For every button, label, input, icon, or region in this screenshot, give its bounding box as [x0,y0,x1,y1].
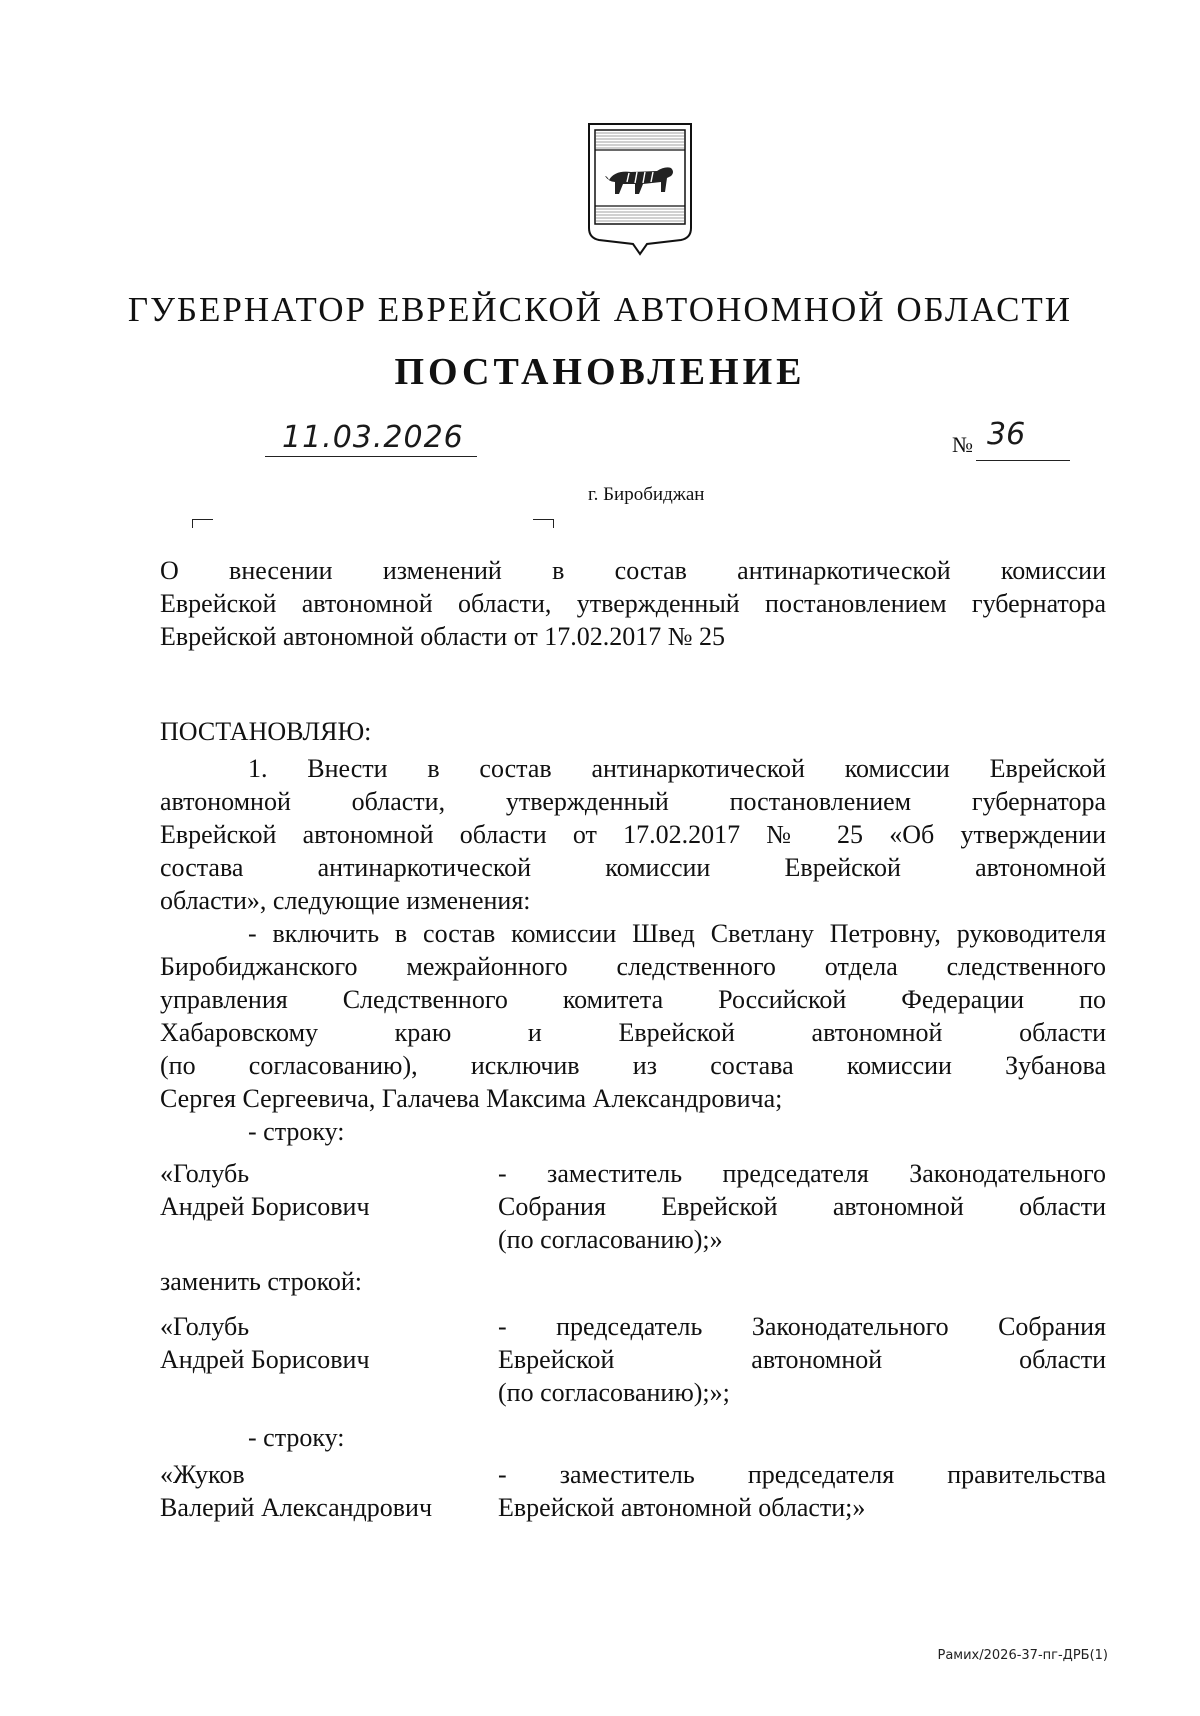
document-subject [160,554,1106,653]
handwritten-number: 36 [987,417,1026,452]
replace-instruction: заменить строкой: [160,1267,363,1296]
body-line: 1. Внести в состав антинаркотической комиссии Еврейской [248,754,1106,783]
member-entry-old [160,1157,1106,1254]
body-line: Биробиджанского межрайонного следственного отдела следственного [160,952,1106,981]
member-name-line: «Голубь [160,1159,250,1188]
member-name-line: Валерий Александрович [160,1493,433,1522]
subject-line: О внесении изменений в состав антинаркотической комиссии [160,556,1106,585]
title-corner-left [192,519,213,528]
body-line: управления Следственного комитета Российской Федерации по [160,985,1106,1014]
number-underline [976,460,1070,461]
member-name-line: Андрей Борисович [160,1192,370,1221]
handwritten-date: 11.03.2026 [282,420,464,455]
member-entry-zhukov [160,1458,1106,1524]
member-position-line: (по согласованию);»; [498,1378,730,1407]
member-position-line: - председатель Законодательного Собрания [498,1312,1106,1341]
issuing-authority-heading: ГУБЕРНАТОР ЕВРЕЙСКОЙ АВТОНОМНОЙ ОБЛАСТИ [127,290,1073,329]
document-type-heading: ПОСТАНОВЛЕНИЕ [394,351,806,393]
member-entry-new [160,1310,1106,1407]
member-name-line: Андрей Борисович [160,1345,370,1374]
member-position-line: (по согласованию);» [498,1225,723,1254]
document-registration-code: Рамих/2026-37-пг-ДРБ(1) [937,1648,1108,1663]
member-position [498,1310,1106,1409]
body-line: автономной области, утвержденный постановлением губернатора [160,787,1106,816]
member-position-line: Собрания Еврейской автономной области [498,1192,1106,1221]
subject-line: Еврейской автономной области от 17.02.2017 № 25 [160,622,726,651]
body-line: (по согласованию), исключив из состава комиссии Зубанова [160,1051,1106,1080]
city-of-issue: г. Биробиджан [588,484,705,505]
title-corner-right [533,519,554,528]
body-line: области», следующие изменения: [160,886,531,915]
body-line: - включить в состав комиссии Швед Светлану Петровну, руководителя [248,919,1106,948]
member-position-line: - заместитель председателя правительства [498,1460,1106,1489]
row-instruction: - строку: [248,1423,345,1452]
subject-line: Еврейской автономной области, утвержденный постановлением губернатора [160,589,1106,618]
resolution-body [160,752,1106,1148]
member-position-line: Еврейской автономной области [498,1345,1106,1374]
member-position-line: Еврейской автономной области;» [498,1493,866,1522]
member-name-line: «Жуков [160,1460,245,1489]
coat-of-arms-emblem [585,120,695,260]
member-position-line: - заместитель председателя Законодательного [498,1159,1106,1188]
body-line: - строку: [248,1117,345,1146]
body-line: Еврейской автономной области от 17.02.2017 № 25 «Об утверждении [160,820,1106,849]
date-underline [265,456,477,457]
body-line: Хабаровскому краю и Еврейской автономной области [160,1018,1106,1047]
resolve-heading: ПОСТАНОВЛЯЮ: [160,717,372,746]
member-name-line: «Голубь [160,1312,250,1341]
body-line: состава антинаркотической комиссии Еврейской автономной [160,853,1106,882]
member-position [498,1157,1106,1256]
number-label: № [952,432,973,457]
member-position [498,1458,1106,1524]
body-line: Сергея Сергеевича, Галачева Максима Александровича; [160,1084,783,1113]
